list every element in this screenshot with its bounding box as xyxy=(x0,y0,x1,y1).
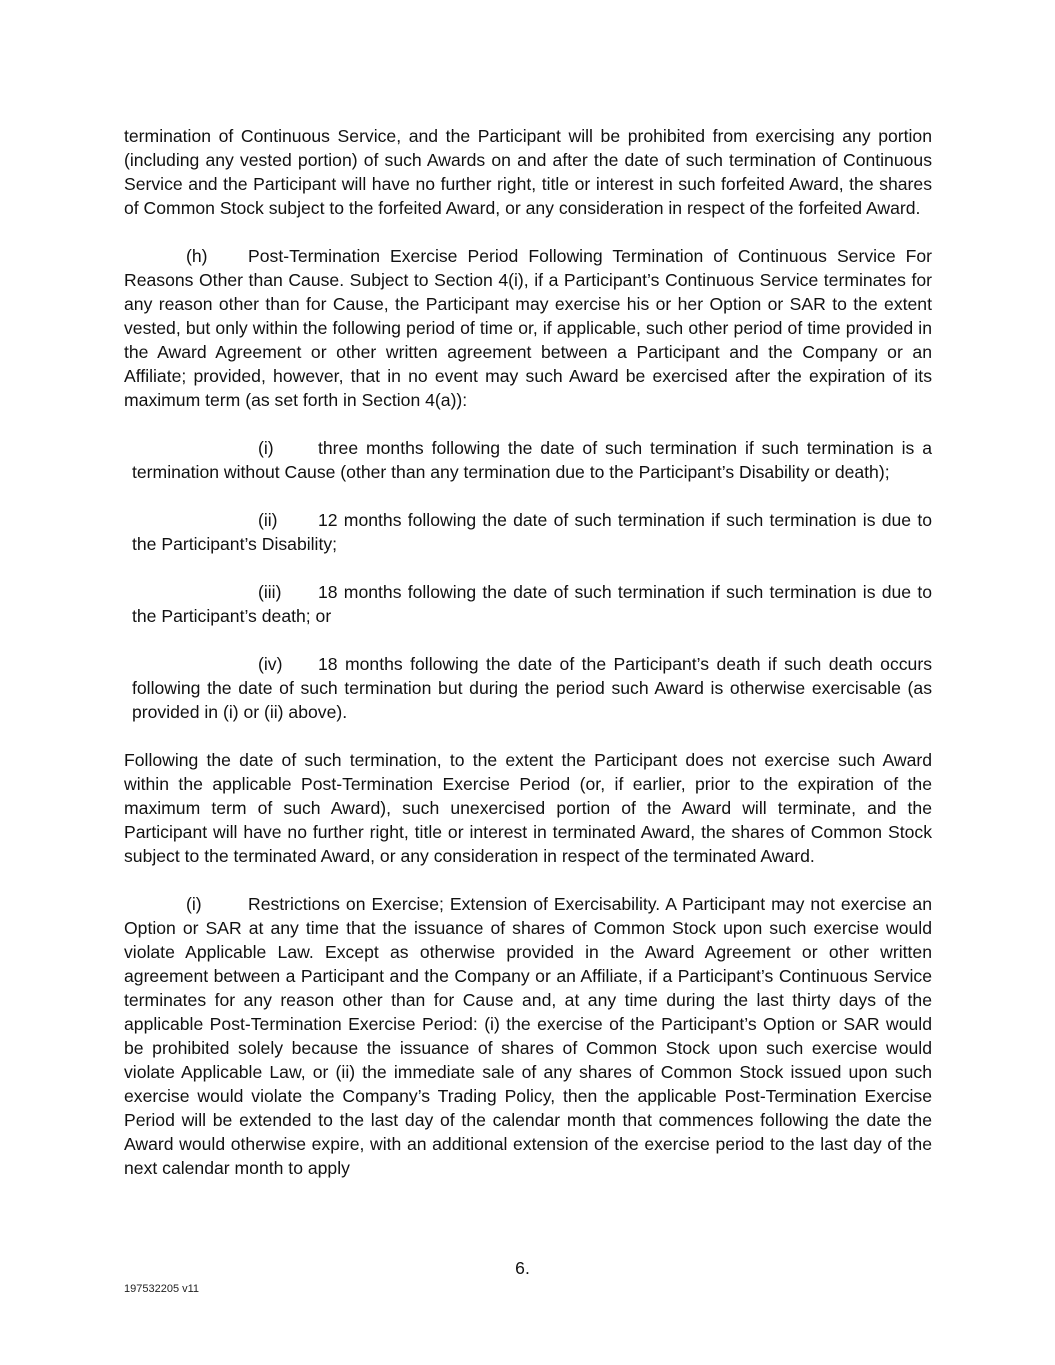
list-item xyxy=(124,652,932,724)
paragraph-continuation: termination of Continuous Service, and the Participant will be prohibited from exercising any portion (including any vested portion) of such Awards on and after the date of such termination of Continuous Service and the Participant will have no further right, title or interest in such forfeited Award, the shares of Common Stock subject to the forfeited Award, or any consideration in respect of the forfeited Award. xyxy=(124,126,932,218)
list-item xyxy=(124,436,932,484)
section-h-body: Subject to Section 4(i), if a Participant’s Continuous Service terminates for any reason other than for Cause, the Participant may exercise his or her Option or SAR to the extent vested, but only within the following period of time or, if applicable, such other period of time provided in the Award Agreement or other written agreement between a Participant and the Company or an Affiliate; provided, however, that in no event may such Award be exercised after the expiration of its maximum term (as set forth in Section 4(a)): xyxy=(124,270,933,410)
list-item-text: 18 months following the date of such termination if such termination is due to the Participant’s death; or xyxy=(132,582,932,626)
list-item-text: 12 months following the date of such termination if such termination is due to the Participant’s Disability; xyxy=(132,510,932,554)
section-h-heading: Post-Termination Exercise Period Following Termination of Continuous Service For Reasons Other than Cause. xyxy=(124,246,932,290)
document-id: 197532205 v11 xyxy=(124,1283,200,1295)
list-item-text: 18 months following the date of the Participant’s death if such death occurs following the date of such termination but during the period such Award is otherwise exercisable (as provided in (i) or (ii) above). xyxy=(132,654,932,722)
list-item-text: three months following the date of such termination if such termination is a termination without Cause (other than any termination due to the Participant’s Disability or death); xyxy=(132,438,932,482)
list-item-marker: (iii) xyxy=(258,582,282,602)
list-item xyxy=(124,508,932,556)
section-i-heading: Restrictions on Exercise; Extension of Exercisability. xyxy=(248,894,661,914)
list-item-marker: (ii) xyxy=(258,510,278,530)
list-item-marker: (i) xyxy=(258,438,274,458)
paragraph-following: Following the date of such termination, to the extent the Participant does not exercise such Award within the applicable Post-Termination Exercise Period (or, if earlier, prior to the expiration of the maximum term of such Award), such unexercised portion of the Award will terminate, and the Participant will have no further right, title or interest in terminated Award, the shares of Common Stock subject to the terminated Award, or any consideration in respect of the terminated Award. xyxy=(124,750,932,866)
page-number: 6. xyxy=(515,1258,530,1278)
section-i-body: A Participant may not exercise an Option or SAR at any time that the issuance of shares of Common Stock upon such exercise would violate Applicable Law. Except as otherwise provided in the Award Agreement or other written agreement between a Participant and the Company or an Affiliate, if a Participant’s Continuous Service terminates for any reason other than for Cause and, at any time during the last thirty days of the applicable Post-Termination Exercise Period: (i) the exercise of the Participant’s Option or SAR would be prohibited solely because the issuance of shares of Common Stock upon such exercise would violate Applicable Law, or (ii) the immediate sale of any shares of Common Stock issued upon such exercise would violate the Company’s Trading Policy, then the applicable Post-Termination Exercise Period will be extended to the last day of the calendar month that commences following the date the Award would otherwise expire, with an additional extension of the exercise period to the last day of the next calendar month to apply xyxy=(124,894,932,1178)
document-body xyxy=(124,124,932,1180)
section-h xyxy=(124,244,932,412)
list-item xyxy=(124,580,932,628)
section-i xyxy=(124,892,932,1180)
section-i-marker: (i) xyxy=(186,894,202,914)
list-item-marker: (iv) xyxy=(258,654,283,674)
section-h-marker: (h) xyxy=(186,246,208,266)
